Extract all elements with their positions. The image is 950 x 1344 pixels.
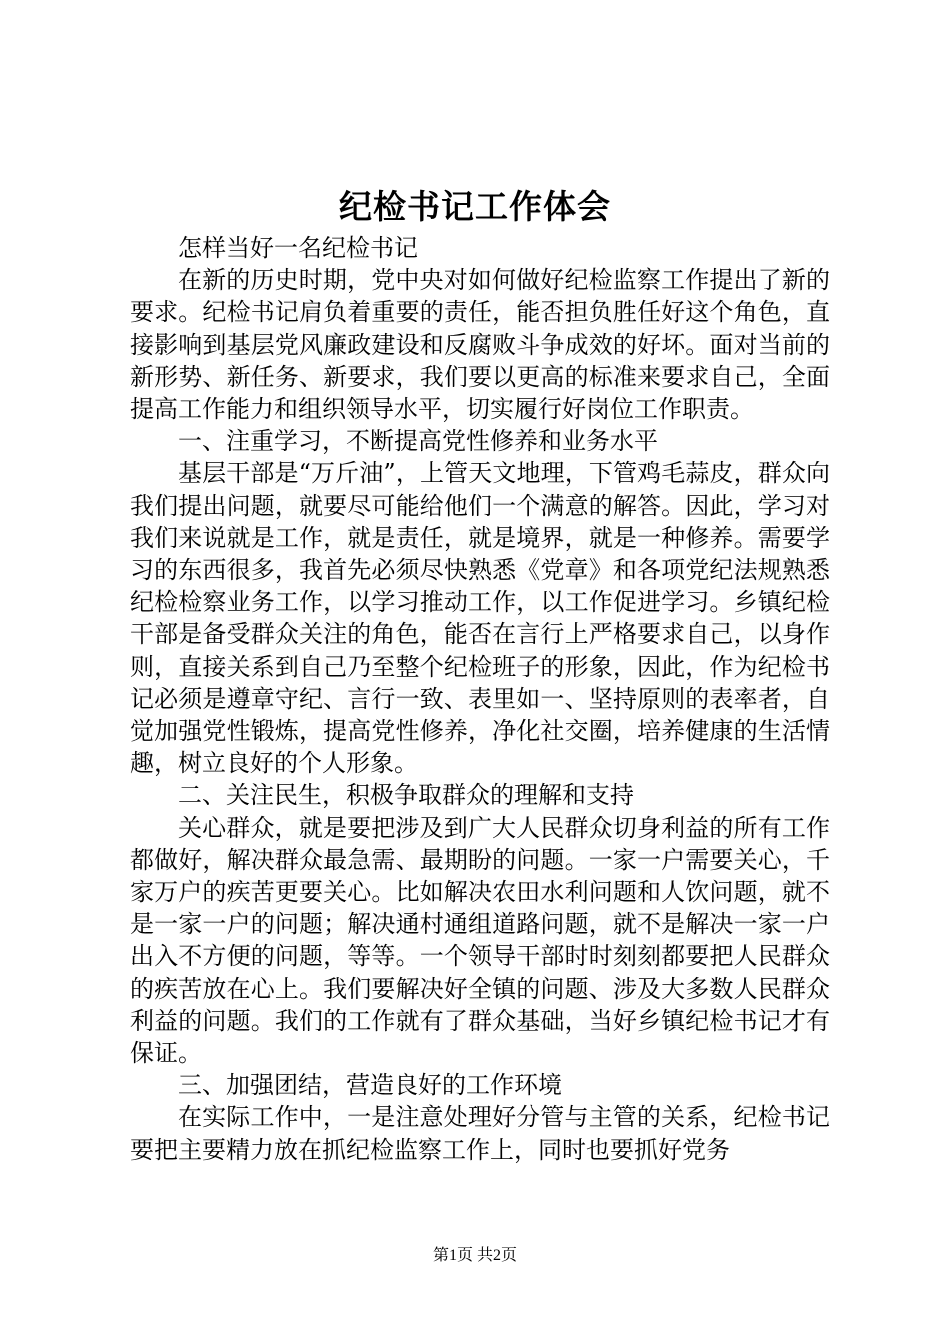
section-3-paragraph: 在实际工作中，一是注意处理好分管与主管的关系，纪检书记要把主要精力放在抓纪检监察工作上，同时也要抓好党务: [130, 1103, 830, 1164]
intro-paragraph: 在新的历史时期，党中央对如何做好纪检监察工作提出了新的要求。纪检书记肩负着重要的责任，能否担负胜任好这个角色，直接影响到基层党风廉政建设和反腐败斗争成效的好坏。面对当前的新形势、新任务、新要求，我们要以更高的标准来要求自己，全面提高工作能力和组织领导水平，切实履行好岗位工作职责。: [130, 266, 830, 424]
section-heading-2: 二、关注民生，积极争取群众的理解和支持: [178, 781, 634, 810]
page-number-footer: 第1页 共2页: [432, 1247, 517, 1264]
subtitle-paragraph: 怎样当好一名纪检书记: [178, 234, 418, 262]
document-title: 纪检书记工作体会: [339, 187, 611, 226]
section-heading-1: 一、注重学习，不断提高党性修养和业务水平: [178, 427, 658, 456]
document-body: [130, 232, 830, 1166]
section-heading-3: 三、加强团结，营造良好的工作环境: [178, 1071, 562, 1100]
section-2-paragraph: 关心群众，就是要把涉及到广大人民群众切身利益的所有工作都做好，解决群众最急需、最期盼的问题。一家一户需要关心，千家万户的疾苦更要关心。比如解决农田水利问题和人饮问题，就不是一家一户的问题；解决通村通组道路问题，就不是解决一家一户出入不方便的问题，等等。一个领导干部时时刻刻都要把人民群众的疾苦放在心上。我们要解决好全镇的问题、涉及大多数人民群众利益的问题。我们的工作就有了群众基础，当好乡镇纪检书记才有保证。: [130, 813, 830, 1068]
section-1-paragraph: 基层干部是“万斤油”，上管天文地理，下管鸡毛蒜皮，群众向我们提出问题，就要尽可能给他们一个满意的解答。因此，学习对我们来说就是工作，就是责任，就是境界，就是一种修养。需要学习的东西很多，我首先必须尽快熟悉《党章》和各项党纪法规熟悉纪检检察业务工作，以学习推动工作，以工作促进学习。乡镇纪检干部是备受群众关注的角色，能否在言行上严格要求自己，以身作则，直接关系到自己乃至整个纪检班子的形象，因此，作为纪检书记必须是遵章守纪、言行一致、表里如一、坚持原则的表率者，自觉加强党性锻炼，提高党性修养，净化社交圈，培养健康的生活情趣，树立良好的个人形象。: [130, 459, 830, 778]
